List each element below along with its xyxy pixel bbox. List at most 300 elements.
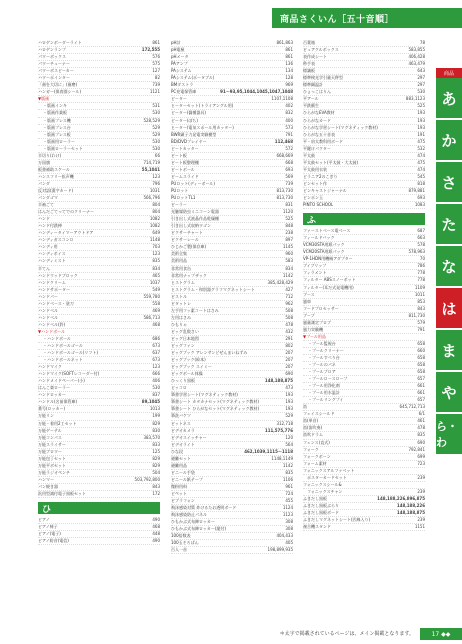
entry-pages: 643 bbox=[417, 68, 425, 74]
entry-term: ピアノ椅子 bbox=[38, 524, 58, 530]
kana-tab[interactable]: な bbox=[436, 246, 462, 286]
index-entry bbox=[38, 392, 160, 399]
entry-term: ビート板 bbox=[171, 152, 187, 158]
entry-pages: 818 bbox=[417, 180, 425, 186]
entry-pages: 834 bbox=[152, 265, 160, 271]
index-entry bbox=[38, 399, 160, 406]
entry-term: フィルター(耳だ式発電機用) bbox=[303, 284, 354, 290]
index-entry bbox=[171, 343, 293, 350]
entry-term: ハンマー bbox=[38, 476, 54, 482]
entry-pages: 134 bbox=[285, 68, 293, 74]
entry-term: ハンガー(保育園シール) bbox=[38, 89, 82, 95]
entry-pages: 475 bbox=[417, 159, 425, 165]
index-entry bbox=[38, 273, 160, 280]
index-entry bbox=[303, 320, 425, 327]
index-entry bbox=[38, 294, 160, 301]
index-entry bbox=[38, 153, 160, 160]
entry-pages: 666 bbox=[152, 371, 160, 377]
entry-pages: 199 bbox=[152, 413, 160, 419]
index-entry bbox=[303, 454, 425, 461]
entry-pages: 402 bbox=[285, 103, 293, 109]
entry-term: フードプロセッサー bbox=[303, 305, 339, 311]
index-entry bbox=[171, 308, 293, 315]
entry-term: ピペット bbox=[171, 491, 187, 496]
entry-pages: 861 bbox=[285, 47, 293, 53]
index-entry bbox=[171, 125, 293, 132]
entry-pages: 406 bbox=[152, 378, 160, 384]
entry-pages: 78 bbox=[419, 40, 425, 45]
index-entry bbox=[303, 132, 425, 139]
index-entry bbox=[38, 139, 160, 146]
entry-term: ハンディミスト bbox=[38, 258, 66, 264]
entry-term: パワーボックス bbox=[38, 54, 66, 60]
entry-term: 非常用ナップザック bbox=[171, 272, 207, 278]
entry-term: ふきだしマグネットシート(匹線入り) bbox=[303, 517, 371, 523]
index-entry bbox=[38, 449, 160, 456]
entry-term: ビクサーレール bbox=[171, 237, 199, 243]
entry-pages: 572 bbox=[285, 145, 293, 151]
entry-pages: 673 bbox=[152, 357, 160, 363]
index-entry bbox=[171, 350, 293, 357]
entry-term: ひらがなカード bbox=[303, 117, 331, 123]
index-entry bbox=[303, 195, 425, 202]
entry-pages: 668,669 bbox=[276, 152, 293, 158]
index-entry bbox=[303, 103, 425, 110]
kana-tab[interactable]: は bbox=[436, 288, 462, 328]
entry-term: ▼版画 bbox=[38, 96, 50, 102]
entry-pages: 239 bbox=[417, 474, 425, 480]
entry-pages: 530 bbox=[417, 89, 425, 95]
entry-pages: 1031 bbox=[149, 187, 160, 193]
index-entry bbox=[171, 406, 293, 413]
entry-term: 半てん bbox=[38, 265, 50, 271]
index-entry bbox=[303, 160, 425, 167]
entry-term: ピーター bbox=[171, 96, 187, 102]
page-number: 17 ◆◆ bbox=[420, 628, 462, 640]
entry-term: 避難セット bbox=[171, 455, 191, 461]
index-entry bbox=[303, 54, 425, 61]
index-entry bbox=[171, 40, 293, 47]
entry-pages: 432 bbox=[285, 328, 293, 334]
entry-pages: 1121 bbox=[149, 89, 160, 95]
index-entry bbox=[303, 263, 425, 270]
index-entry bbox=[171, 287, 293, 294]
entry-term: 筆書シート ひらがなセット(マグネティック教材) bbox=[171, 406, 260, 412]
entry-pages: 545 bbox=[417, 173, 425, 179]
entry-pages: 804 bbox=[152, 202, 160, 208]
index-entry bbox=[303, 174, 425, 181]
entry-pages: 193 bbox=[417, 117, 425, 123]
entry-pages: 55,1041 bbox=[141, 166, 160, 172]
entry-term: ビッグ乱数さい bbox=[171, 328, 199, 334]
index-entry bbox=[38, 237, 160, 244]
entry-term: 左用はさみ bbox=[171, 314, 191, 320]
entry-term: 笛吹ドラム bbox=[303, 432, 323, 438]
entry-pages: 1123 bbox=[282, 512, 293, 518]
index-entry bbox=[303, 432, 425, 439]
entry-pages: 960 bbox=[285, 251, 293, 257]
index-entry bbox=[171, 181, 293, 188]
entry-term: VP-1HDN用機械アダプター bbox=[303, 256, 353, 262]
index-entry bbox=[171, 505, 293, 512]
entry-pages: 830 bbox=[152, 427, 160, 433]
entry-pages: 82 bbox=[154, 75, 160, 81]
index-entry bbox=[171, 54, 293, 61]
entry-term: 万能平ボセット bbox=[38, 462, 66, 468]
entry-pages: 1148,1149 bbox=[271, 455, 293, 461]
entry-term: ・プールリングプイ bbox=[308, 397, 344, 403]
index-entry bbox=[303, 40, 425, 47]
entry-term: はんだごてってでのクリーナー bbox=[38, 209, 94, 215]
index-entry bbox=[171, 244, 293, 251]
entry-term: フォーム素材 bbox=[303, 460, 327, 466]
entry-pages: 1142 bbox=[282, 462, 293, 468]
entry-pages: 813,730 bbox=[276, 187, 293, 193]
entry-pages: 112,468 bbox=[274, 138, 293, 144]
index-entry bbox=[303, 118, 425, 125]
index-entry bbox=[38, 336, 160, 343]
entry-pages: 649 bbox=[152, 230, 160, 236]
index-entry bbox=[38, 371, 160, 378]
index-entry bbox=[303, 475, 425, 482]
index-entry bbox=[171, 315, 293, 322]
index-entry bbox=[38, 103, 160, 110]
entry-pages: 383,570 bbox=[143, 434, 160, 440]
entry-pages: 1037 bbox=[149, 279, 160, 285]
entry-pages: 461 bbox=[417, 418, 425, 424]
entry-pages: 465 bbox=[152, 272, 160, 278]
entry-pages: 1082 bbox=[149, 216, 160, 222]
index-entry bbox=[303, 146, 425, 153]
entry-pages: 843 bbox=[152, 483, 160, 489]
entry-term: 標準顕温計 bbox=[303, 82, 323, 88]
entry-pages: 193 bbox=[285, 406, 293, 412]
entry-term: ブーブ bbox=[303, 312, 315, 318]
index-entry bbox=[303, 89, 425, 96]
entry-pages: 172,555 bbox=[141, 47, 160, 53]
entry-pages: 962 bbox=[285, 300, 293, 306]
entry-term: ビッグボール体操 bbox=[171, 371, 203, 377]
entry-pages: 578 bbox=[417, 242, 425, 248]
entry-term: フォニックスシール& bbox=[303, 481, 342, 487]
entry-term: 万能ラジオペンチ bbox=[38, 469, 70, 475]
entry-term: ・ハンドボールゴール bbox=[43, 343, 83, 349]
index-entry bbox=[171, 195, 293, 202]
entry-pages: 897 bbox=[285, 237, 293, 243]
entry-pages: 66 bbox=[154, 152, 160, 158]
entry-term: ひもかぶ式布陣ロッカー(縦付) bbox=[171, 526, 227, 532]
index-entry bbox=[171, 266, 293, 273]
entry-term: ピンポン玉 bbox=[303, 195, 323, 201]
entry-term: フェイスシールド bbox=[303, 411, 335, 417]
entry-pages: 474 bbox=[417, 166, 425, 172]
entry-term: 「歯を大切に」(歯磨) bbox=[38, 82, 78, 88]
index-entry bbox=[38, 322, 160, 329]
entry-pages: 791 bbox=[285, 131, 293, 137]
index-entry bbox=[38, 47, 160, 54]
entry-pages: 1082 bbox=[149, 223, 160, 229]
kana-tabs bbox=[436, 78, 462, 456]
entry-term: 避難用品 bbox=[171, 462, 187, 468]
entry-term: ビデオカメラ bbox=[171, 427, 195, 433]
index-entry bbox=[38, 258, 160, 265]
entry-pages: 529 bbox=[152, 131, 160, 137]
index-entry bbox=[303, 125, 425, 132]
kana-tab[interactable]: ま bbox=[436, 330, 462, 370]
entry-pages: 660 bbox=[417, 347, 425, 353]
entry-pages: 148,188,226,896,875 bbox=[377, 495, 425, 501]
entry-pages: 558 bbox=[152, 300, 160, 306]
entry-term: ハンスフリー拡声機 bbox=[38, 173, 74, 179]
page-title: 商品さくいん［五十音順］ bbox=[280, 14, 395, 25]
entry-term: ハンドベル bbox=[38, 307, 58, 313]
entry-term: パワーチューナー bbox=[38, 61, 70, 67]
entry-pages: 530 bbox=[152, 110, 160, 116]
entry-term: ▼プール用品 bbox=[303, 333, 326, 339]
index-column-1 bbox=[38, 40, 160, 620]
entry-pages: 291 bbox=[285, 335, 293, 341]
index-entry bbox=[38, 244, 160, 251]
entry-term: VCM30STA用紙パック bbox=[303, 242, 345, 248]
entry-pages: 658 bbox=[417, 362, 425, 368]
entry-term: ビュアクルボックス bbox=[303, 47, 339, 53]
entry-term: フィルター ABSスノーボット bbox=[303, 277, 356, 283]
index-entry bbox=[171, 110, 293, 117]
index-entry bbox=[38, 68, 160, 75]
entry-term: BMダストラ bbox=[171, 82, 194, 88]
entry-pages: 668 bbox=[285, 159, 293, 165]
index-entry bbox=[303, 334, 425, 341]
index-entry bbox=[171, 371, 293, 378]
entry-term: 万能スライサー bbox=[38, 441, 66, 447]
entry-term: ・ハンドボールネット bbox=[43, 357, 83, 363]
entry-pages: 193 bbox=[417, 124, 425, 130]
index-entry bbox=[171, 435, 293, 442]
entry-pages: 832 bbox=[285, 110, 293, 116]
entry-pages: 658 bbox=[417, 340, 425, 346]
index-entry bbox=[38, 61, 160, 68]
entry-term: PC充電保管庫 bbox=[171, 89, 197, 95]
kana-tab[interactable]: た bbox=[436, 204, 462, 244]
entry-pages: 530 bbox=[152, 138, 160, 144]
entry-term: ビストル bbox=[171, 293, 187, 299]
index-entry bbox=[38, 230, 160, 237]
index-entry bbox=[303, 75, 425, 82]
index-entry bbox=[38, 181, 160, 188]
entry-term: ブイブリップ bbox=[303, 263, 327, 269]
index-entry bbox=[38, 280, 160, 287]
page-footer bbox=[0, 622, 462, 644]
entry-pages: 475 bbox=[417, 138, 425, 144]
index-entry bbox=[303, 110, 425, 117]
entry-term: 万能ブロワー bbox=[38, 448, 62, 454]
index-entry bbox=[303, 153, 425, 160]
kana-tab[interactable]: や bbox=[436, 372, 462, 412]
entry-pages: 796 bbox=[152, 180, 160, 186]
index-entry bbox=[38, 538, 160, 545]
index-entry bbox=[303, 418, 425, 425]
entry-pages: 468 bbox=[152, 524, 160, 530]
entry-pages: 193 bbox=[285, 392, 293, 398]
entry-pages: 834 bbox=[285, 265, 293, 271]
entry-term: 反対語(漢字カード) bbox=[38, 187, 74, 193]
entry-term: 万能コンパス bbox=[38, 434, 62, 440]
index-entry bbox=[38, 75, 160, 82]
index-entry bbox=[38, 167, 160, 174]
index-entry bbox=[171, 47, 293, 54]
index-entry bbox=[303, 496, 425, 503]
entry-term: ビームスライド bbox=[171, 173, 199, 179]
entry-pages: 712 bbox=[285, 293, 293, 299]
entry-pages: 703 bbox=[152, 244, 160, 250]
index-entry bbox=[171, 153, 293, 160]
index-entry bbox=[303, 61, 425, 68]
entry-pages: 504 bbox=[152, 469, 160, 475]
index-entry bbox=[171, 251, 293, 258]
entry-term: 百人一首 bbox=[171, 547, 187, 553]
entry-term: ピンセット作 bbox=[303, 180, 327, 186]
index-entry bbox=[303, 489, 425, 496]
index-entry bbox=[171, 449, 293, 456]
index-entry bbox=[303, 425, 425, 432]
kana-tab[interactable]: か bbox=[436, 120, 462, 160]
kana-tab[interactable]: さ bbox=[436, 162, 462, 202]
entry-term: 風力実験機 bbox=[303, 326, 323, 332]
index-entry bbox=[38, 428, 160, 435]
entry-term: ハンドウッドブロック bbox=[38, 272, 78, 278]
index-entry bbox=[303, 202, 425, 209]
entry-pages: 136 bbox=[285, 61, 293, 67]
index-entry bbox=[303, 299, 425, 306]
index-entry bbox=[303, 397, 425, 404]
index-entry bbox=[171, 378, 293, 385]
index-entry bbox=[171, 470, 293, 477]
section-heading: ふ bbox=[303, 213, 425, 225]
index-entry bbox=[38, 421, 160, 428]
index-entry bbox=[171, 174, 293, 181]
index-entry bbox=[171, 533, 293, 540]
entry-term: ハンドベース・塗刀 bbox=[38, 300, 74, 306]
entry-term: ・プール監視台 bbox=[308, 340, 336, 346]
index-entry bbox=[171, 82, 293, 89]
entry-pages: 127 bbox=[152, 68, 160, 74]
index-entry bbox=[171, 456, 293, 463]
index-entry bbox=[171, 223, 293, 230]
entry-pages: 297 bbox=[417, 75, 425, 81]
index-entry bbox=[38, 315, 160, 322]
index-entry bbox=[303, 517, 425, 524]
index-entry bbox=[171, 132, 293, 139]
entry-term: 笛(単音) bbox=[303, 418, 319, 424]
index-entry bbox=[303, 355, 425, 362]
index-entry bbox=[303, 292, 425, 299]
entry-pages: 478 bbox=[285, 321, 293, 327]
entry-pages: 739 bbox=[285, 180, 293, 186]
index-entry bbox=[303, 139, 425, 146]
entry-term: 万国旗 bbox=[38, 159, 50, 165]
entry-pages: 786 bbox=[417, 263, 425, 269]
entry-pages: 404,433 bbox=[276, 533, 293, 539]
entry-term: ビニール手袋 bbox=[171, 469, 195, 475]
entry-pages: 837 bbox=[152, 392, 160, 398]
entry-pages: 961 bbox=[285, 483, 293, 489]
entry-term: ・プール用浄化剤 bbox=[308, 383, 340, 389]
entry-pages: 148,188,226 bbox=[396, 502, 425, 508]
entry-term: ひじかご製(保存庫) bbox=[171, 244, 207, 250]
entry-pages: 148,188,875 bbox=[396, 510, 425, 515]
kana-tab[interactable]: ら・わ bbox=[436, 414, 462, 454]
entry-pages: 111,575,776 bbox=[264, 427, 293, 433]
entry-term: pH計 bbox=[171, 40, 181, 45]
index-entry bbox=[303, 383, 425, 390]
entry-pages: 239 bbox=[417, 488, 425, 494]
index-entry bbox=[171, 498, 293, 505]
index-entry bbox=[38, 484, 160, 491]
index-entry bbox=[171, 329, 293, 336]
entry-term: ピンキャストジャーナル bbox=[303, 187, 347, 193]
entry-pages: 573 bbox=[285, 124, 293, 130]
index-entry bbox=[171, 442, 293, 449]
entry-pages: 637 bbox=[152, 350, 160, 356]
entry-pages: 969 bbox=[285, 82, 293, 88]
entry-pages: 833 bbox=[152, 441, 160, 447]
entry-pages: 657 bbox=[417, 376, 425, 382]
entry-pages: 490 bbox=[152, 517, 160, 523]
entry-term: フォーク bbox=[303, 446, 319, 452]
entry-term: 秒手表 bbox=[303, 61, 315, 67]
entry-term: 美術全集 bbox=[171, 251, 187, 257]
index-entry bbox=[38, 329, 160, 336]
index-entry bbox=[38, 160, 160, 167]
index-entry bbox=[171, 413, 293, 420]
entry-term: ビート板整理棚 bbox=[171, 159, 199, 165]
entry-term: ビットネス bbox=[171, 420, 191, 426]
index-entry bbox=[303, 327, 425, 334]
index-entry bbox=[171, 139, 293, 146]
entry-term: パンダゴマ bbox=[38, 195, 58, 201]
entry-pages: 739 bbox=[152, 82, 160, 88]
kana-tab[interactable]: あ bbox=[436, 78, 462, 118]
entry-term: フェンス(直式) bbox=[303, 439, 330, 445]
entry-term: ビッグ日本地図 bbox=[171, 335, 199, 341]
entry-pages: 831 bbox=[285, 202, 293, 208]
entry-pages: 91〜93,95,1044,1045,1047,1048 bbox=[220, 89, 293, 95]
entry-term: VCM20STA用紙パック bbox=[303, 249, 345, 255]
entry-pages: 128 bbox=[285, 75, 293, 81]
index-entry bbox=[38, 531, 160, 538]
index-entry bbox=[171, 463, 293, 470]
entry-term: PINTO SCHOOL bbox=[303, 202, 334, 208]
entry-term: ひらがなEVA教材 bbox=[303, 110, 335, 116]
entry-pages: 673 bbox=[152, 343, 160, 349]
entry-pages: 564 bbox=[285, 441, 293, 447]
entry-pages: 1151 bbox=[414, 524, 425, 530]
entry-pages: 1145 bbox=[282, 244, 293, 250]
index-entry bbox=[303, 447, 425, 454]
entry-pages: 658 bbox=[417, 354, 425, 360]
index-entry bbox=[38, 350, 160, 357]
entry-pages: 120 bbox=[285, 434, 293, 440]
entry-pages: 529 bbox=[285, 413, 293, 419]
index-entry bbox=[38, 524, 160, 531]
entry-term: ・版画プレス台 bbox=[43, 124, 71, 130]
index-entry bbox=[38, 209, 160, 216]
index-entry bbox=[38, 456, 160, 463]
index-entry bbox=[303, 235, 425, 242]
entry-term: ビートボール bbox=[171, 166, 195, 172]
index-entry bbox=[303, 228, 425, 235]
entry-pages: 835 bbox=[417, 432, 425, 438]
